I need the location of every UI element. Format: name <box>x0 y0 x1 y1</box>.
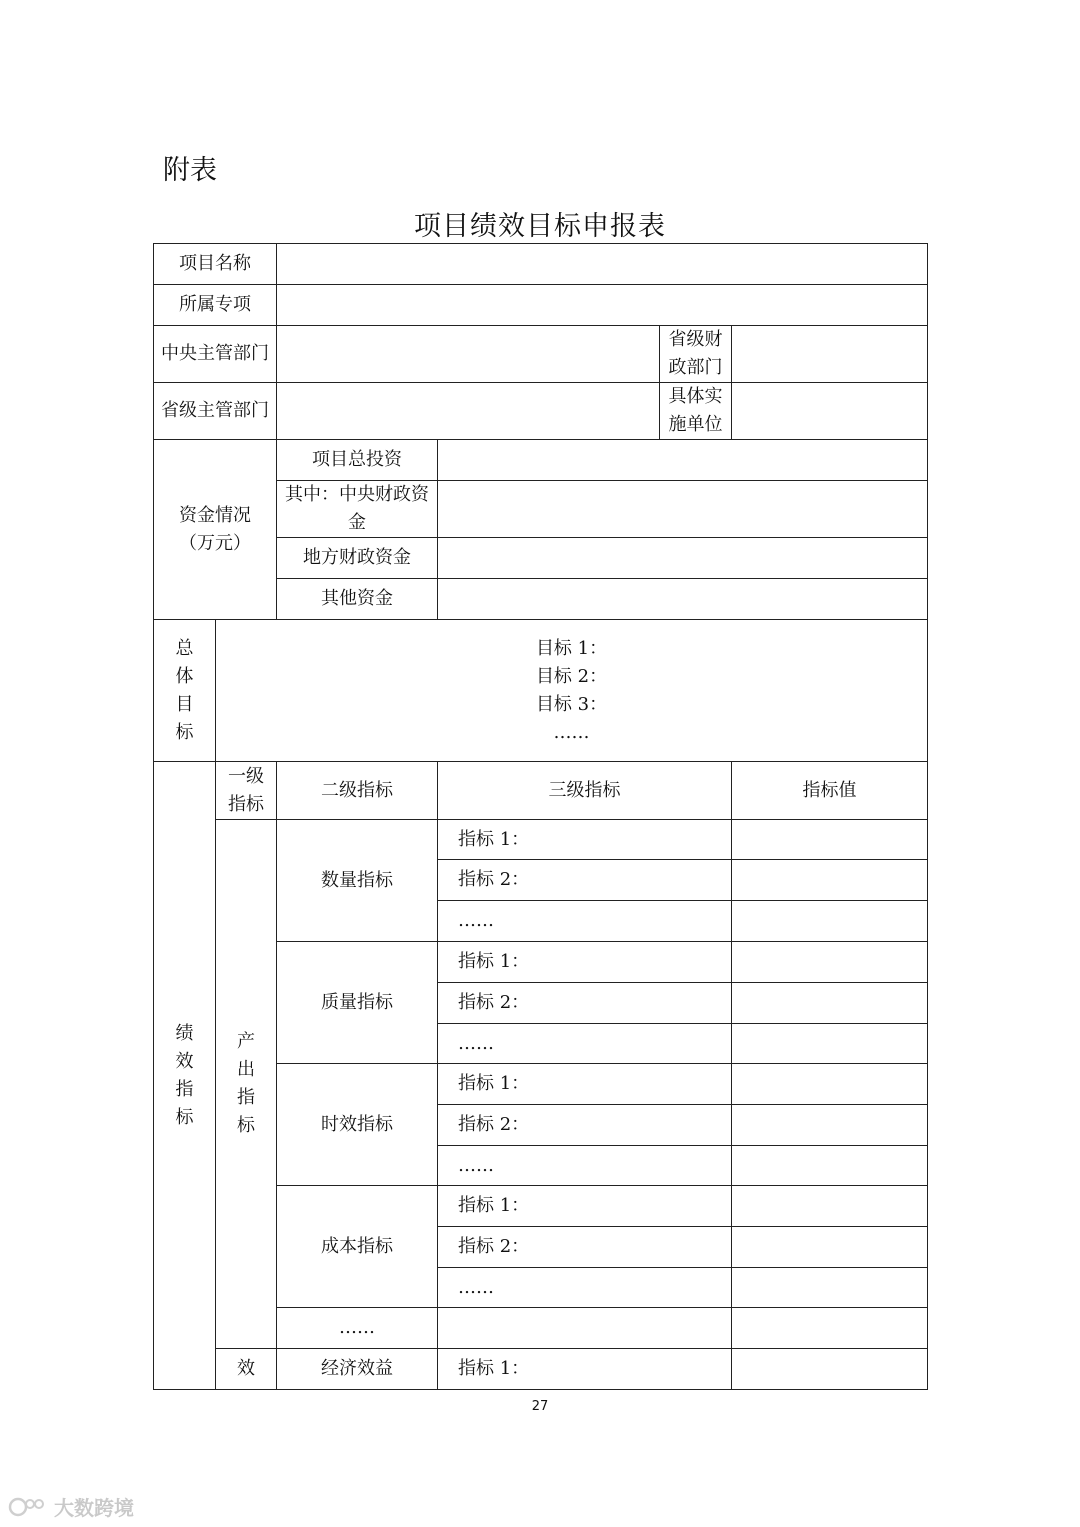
group-timeliness: 时效指标 <box>277 1064 438 1186</box>
form-title: 项目绩效目标申报表 <box>414 211 666 242</box>
label-overall-goal <box>154 620 216 762</box>
indicator-cell[interactable]: …… <box>438 1268 732 1308</box>
label-effect: 效 <box>216 1349 277 1390</box>
field-prov-finance-dept[interactable] <box>732 326 928 383</box>
value-cell[interactable] <box>732 860 928 901</box>
perf-indicators-text: 绩效指标 <box>175 1022 194 1128</box>
goal-3: 目标 3： <box>535 693 608 715</box>
value-cell[interactable] <box>732 1227 928 1268</box>
label-local-funds: 地方财政资金 <box>277 538 438 579</box>
goal-2: 目标 2： <box>535 665 608 687</box>
header-level2: 二级指标 <box>277 762 438 820</box>
field-prov-dept[interactable] <box>277 383 660 440</box>
watermark-logo-icon <box>8 1494 48 1520</box>
group-economic-benefit: 经济效益 <box>277 1349 438 1390</box>
header-indicator-value: 指标值 <box>732 762 928 820</box>
appendix-label: 附表 <box>163 155 217 186</box>
watermark <box>8 1492 134 1521</box>
indicator-cell[interactable]: 指标 2： <box>438 1105 732 1146</box>
field-other-funds[interactable] <box>438 579 928 620</box>
page-number: 27 <box>531 1399 549 1414</box>
value-cell[interactable] <box>732 1064 928 1105</box>
field-overall-goal[interactable] <box>216 620 928 762</box>
value-cell[interactable] <box>732 942 928 983</box>
indicator-cell[interactable]: 指标 1： <box>438 820 732 860</box>
value-cell[interactable] <box>732 1146 928 1186</box>
indicator-cell[interactable]: 指标 2： <box>438 983 732 1024</box>
indicator-cell[interactable]: 指标 1： <box>438 1186 732 1227</box>
goal-1: 目标 1： <box>535 637 608 659</box>
value-cell[interactable] <box>732 820 928 860</box>
value-cell[interactable] <box>732 1105 928 1146</box>
value-cell[interactable] <box>732 1268 928 1308</box>
label-impl-unit: 具体实施单位 <box>660 383 732 440</box>
indicator-cell[interactable]: …… <box>438 1146 732 1186</box>
watermark-text: 大数跨境 <box>54 1496 134 1520</box>
indicator-cell[interactable]: 指标 2： <box>438 1227 732 1268</box>
label-prov-dept: 省级主管部门 <box>154 383 277 440</box>
value-cell[interactable] <box>732 1024 928 1064</box>
performance-target-form <box>153 243 928 1390</box>
label-central-funds: 其中：中央财政资金 <box>277 481 438 538</box>
field-central-dept[interactable] <box>277 326 660 383</box>
group-ellipsis: …… <box>277 1308 438 1349</box>
header-level1: 一级指标 <box>216 762 277 820</box>
label-prov-finance-dept: 省级财政部门 <box>660 326 732 383</box>
indicator-cell[interactable]: 指标 1： <box>438 1349 732 1390</box>
label-funding: 资金情况（万元） <box>154 440 277 620</box>
field-central-funds[interactable] <box>438 481 928 538</box>
value-cell[interactable] <box>732 901 928 942</box>
field-impl-unit[interactable] <box>732 383 928 440</box>
label-perf-indicators <box>154 762 216 1390</box>
label-other-funds: 其他资金 <box>277 579 438 620</box>
output-indicators-text: 产出指标 <box>237 1031 255 1136</box>
indicator-cell[interactable]: …… <box>438 901 732 942</box>
header-level3: 三级指标 <box>438 762 732 820</box>
value-cell[interactable] <box>732 1186 928 1227</box>
indicator-cell[interactable]: 指标 2： <box>438 860 732 901</box>
label-special-item: 所属专项 <box>154 285 277 326</box>
overall-goal-text: 总体目标 <box>175 637 194 743</box>
field-project-name[interactable] <box>277 244 928 285</box>
label-total-investment: 项目总投资 <box>277 440 438 481</box>
label-project-name: 项目名称 <box>154 244 277 285</box>
field-special-item[interactable] <box>277 285 928 326</box>
group-quantity: 数量指标 <box>277 820 438 942</box>
value-cell[interactable] <box>732 1308 928 1349</box>
field-total-investment[interactable] <box>438 440 928 481</box>
indicator-cell[interactable]: 指标 1： <box>438 942 732 983</box>
value-cell[interactable] <box>732 983 928 1024</box>
indicator-cell[interactable] <box>438 1308 732 1349</box>
value-cell[interactable] <box>732 1349 928 1390</box>
field-local-funds[interactable] <box>438 538 928 579</box>
label-output-indicators <box>216 820 277 1349</box>
label-central-dept: 中央主管部门 <box>154 326 277 383</box>
group-quality: 质量指标 <box>277 942 438 1064</box>
goal-ellipsis: …… <box>553 721 590 743</box>
group-cost: 成本指标 <box>277 1186 438 1308</box>
indicator-cell[interactable]: 指标 1： <box>438 1064 732 1105</box>
indicator-cell[interactable]: …… <box>438 1024 732 1064</box>
